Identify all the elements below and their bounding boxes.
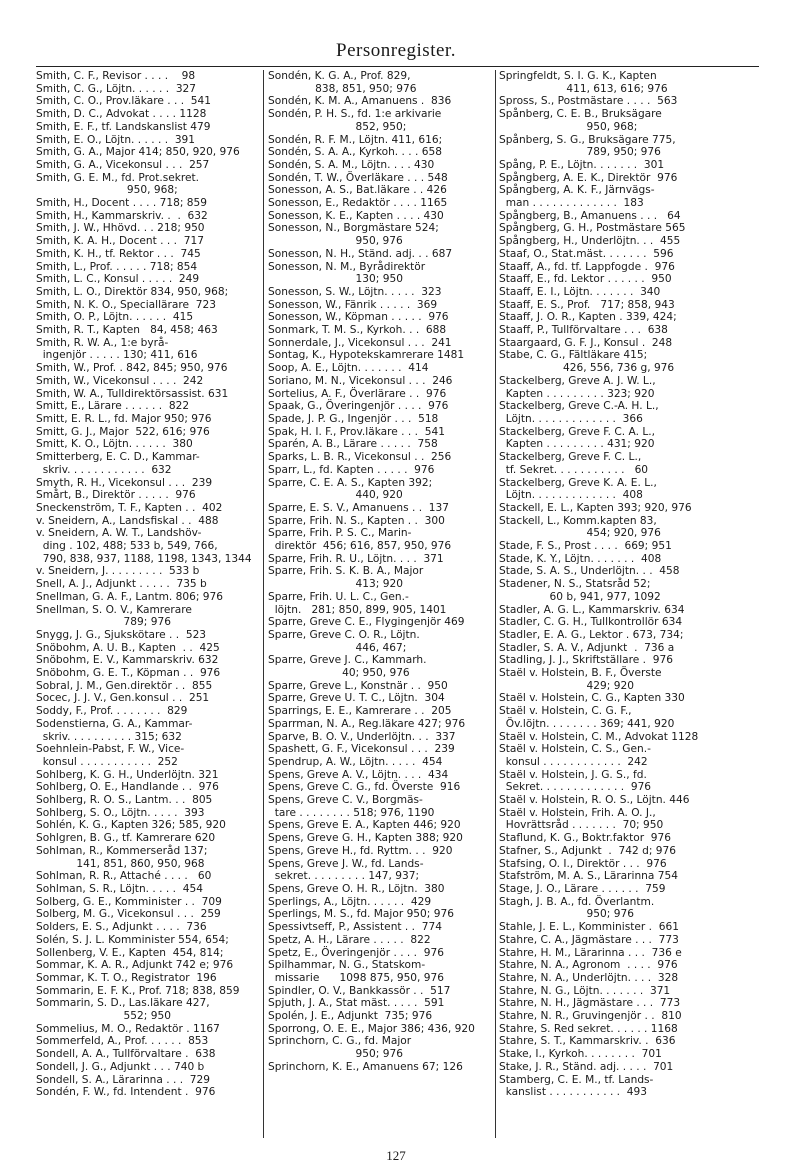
register-entry-line: Staaff, P., Tullförvaltare . . . 638: [499, 324, 668, 337]
register-entry-line: Sondén, P. H. S., fd. 1:e arkivarie: [268, 108, 442, 121]
register-entry-line: Smith, J. W., Hhövd. . . 218; 950: [36, 222, 205, 235]
register-entry-line: Sonesson, K. E., Kapten . . . . 430: [268, 209, 444, 222]
register-entry-line: Smith, O. P., Löjtn. . . . . . 415: [36, 311, 194, 324]
register-entry-line: Snellman, G. A. F., Lantm. 806; 976: [36, 590, 224, 603]
register-entry-line: skriv. . . . . . . . . . . . 632: [36, 463, 172, 476]
register-entry-line: Stahre, H. M., Lärarinna . . . 736 e: [499, 946, 682, 959]
register-entry-line: Sondén, S. A. M., Löjtn. . . . 430: [268, 158, 435, 171]
register-entry-line: Spak, H. I. F., Prov.läkare . . . 541: [268, 425, 445, 438]
register-entry-line: Sodenstierna, G. A., Kammar-: [36, 717, 193, 730]
register-entry-line: Sondell, A. A., Tullförvaltare . 638: [36, 1048, 216, 1061]
register-entry-line: Stahre, S. T., Kammarskriv. . 636: [499, 1035, 676, 1048]
register-entry-line: Sparre, C. E. A. S., Kapten 392;: [268, 476, 433, 489]
register-entry-line: Sparre, Greve C. O. R., Löjtn.: [268, 628, 420, 641]
register-column-1: [36, 70, 262, 1138]
register-entry-line: Staaff, A., fd. tf. Lappfogde . 976: [499, 260, 675, 273]
register-entry-line: Sparre, E. S. V., Amanuens . . 137: [268, 501, 450, 514]
register-entry-line: Smith, D. C., Advokat . . . . 1128: [36, 108, 207, 121]
register-entry-line: Smith, N. K. O., Speciallärare 723: [36, 298, 216, 311]
register-entry-line: Staaff, E. S., Prof. 717; 858, 943: [499, 298, 675, 311]
register-entry-line: Sommarin, S. D., Las.läkare 427,: [36, 997, 210, 1010]
register-entry-line: 950, 968;: [499, 120, 638, 133]
register-entry-line: Spens, Greve A. V., Löjtn. . . . 434: [268, 768, 449, 781]
register-entry-line: Spång, P. E., Löjtn. . . . . . . 301: [499, 158, 665, 171]
register-entry-line: Stagh, J. B. A., fd. Överlantm.: [499, 895, 655, 908]
register-entry-line: Smith, W., Vicekonsul . . . . 242: [36, 374, 204, 387]
register-entry-line: Sonesson, W., Köpman . . . . . 976: [268, 311, 449, 324]
register-entry-line: Sparre, Frih. P. S. C., Marin-: [268, 527, 412, 540]
register-entry-line: Staël v. Holstein, C. S., Gen.-: [499, 743, 651, 756]
register-entry-line: 789, 950; 976: [499, 146, 661, 159]
register-entry-line: direktör 456; 616, 857, 950, 976: [268, 540, 452, 553]
register-entry-line: v. Sneidern, A., Landsfiskal . . 488: [36, 514, 219, 527]
register-entry-line: Springfeldt, S. I. G. K., Kapten: [499, 70, 657, 82]
register-entry-line: Sonesson, A. S., Bat.läkare . . 426: [268, 184, 447, 197]
register-entry-line: Sparre, Frih. S. K. B. A., Major: [268, 565, 424, 578]
register-entry-line: Stackell, L., Komm.kapten 83,: [499, 514, 657, 527]
register-entry-line: Staël v. Holstein, J. G. S., fd.: [499, 768, 647, 781]
register-entry-line: 790, 838, 937, 1188, 1198, 1343, 1344: [36, 552, 252, 565]
register-entry-line: Staaf, O., Stat.mäst. . . . . . . 596: [499, 247, 674, 260]
register-entry-line: Spens, Greve H., fd. Ryttm. . . 920: [268, 844, 453, 857]
register-entry-line: Sneckenström, T. F., Kapten . . 402: [36, 501, 223, 514]
register-entry-line: Stadener, N. S., Statsråd 52;: [499, 578, 651, 591]
register-entry-line: Stake, J. R., Ständ. adj. . . . . 701: [499, 1060, 674, 1073]
register-entry-line: Sohlberg, O. E., Handlande . . 976: [36, 781, 219, 794]
register-entry-line: Sekret. . . . . . . . . . . . . 976: [499, 781, 652, 794]
register-entry-line: Sohlman, R., Kommerseråd 137;: [36, 844, 208, 857]
register-entry-line: Smith, K. A. H., Docent . . . 717: [36, 235, 204, 248]
register-entry-line: Sparks, L. B. R., Vicekonsul . . 256: [268, 451, 452, 464]
register-entry-line: Sondell, S. A., Lärarinna . . . 729: [36, 1073, 211, 1086]
register-entry-line: Spetz, A. H., Lärare . . . . . 822: [268, 933, 431, 946]
register-entry-line: Smith, E. F., tf. Landskanslist 479: [36, 120, 211, 133]
register-entry-line: 40; 950, 976: [268, 667, 410, 680]
register-entry-line: Spångberg, G. H., Postmästare 565: [499, 222, 686, 235]
register-entry-line: Sohlén, K. G., Kapten 326; 585, 920: [36, 819, 226, 832]
register-entry-line: Kapten . . . . . . . . . 431; 920: [499, 438, 655, 451]
register-entry-line: Soehnlein-Pabst, F. W., Vice-: [36, 743, 185, 756]
register-entry-line: Sonnerdale, J., Vicekonsul . . . 241: [268, 336, 452, 349]
register-entry-line: Spens, Greve E. A., Kapten 446; 920: [268, 819, 461, 832]
register-entry-line: Stahre, N. A., Agronom . . . . 976: [499, 959, 678, 972]
register-entry-line: Sonesson, N. H., Ständ. adj. . . 687: [268, 247, 453, 260]
register-entry-line: man . . . . . . . . . . . . . 183: [499, 197, 644, 210]
register-entry-line: Stahre, N. G., Löjtn. . . . . . . 371: [499, 984, 671, 997]
register-entry-line: Stamberg, C. E. M., tf. Lands-: [499, 1073, 654, 1086]
page-number: 127: [386, 1148, 406, 1163]
register-entry-line: Solén, S. J. L. Komminister 554, 654;: [36, 933, 229, 946]
register-entry-line: Sprinchorn, K. E., Amanuens 67; 126: [268, 1060, 463, 1073]
register-entry-line: Staël v. Holstein, B. F., Överste: [499, 667, 662, 680]
register-entry-line: Stackell, E. L., Kapten 393; 920, 976: [499, 501, 692, 514]
register-entry-line: Stahre, N. H., Jägmästare . . . 773: [499, 997, 681, 1010]
register-entry-line: Staflund, K. G., Boktr.faktor 976: [499, 832, 672, 845]
register-entry-line: Stadler, E. A. G., Lektor . 673, 734;: [499, 628, 684, 641]
register-entry-line: Sparén, A. B., Lärare . . . . . 758: [268, 438, 438, 451]
register-entry-line: Spindler, O. V., Bankkassör . . 517: [268, 984, 451, 997]
register-entry-line: Stackelberg, Greve F. C. A. L.,: [499, 425, 655, 438]
register-entry-line: 950; 976: [499, 908, 634, 921]
register-entry-line: Stade, K. Y., Löjtn. . . . . . . 408: [499, 552, 662, 565]
register-entry-line: Hovrättsråd . . . . . . . 70; 950: [499, 819, 664, 832]
register-entry-line: Löjtn. . . . . . . . . . . . . 366: [499, 412, 643, 425]
register-entry-line: Sperlings, M. S., fd. Major 950; 976: [268, 908, 454, 921]
register-entry-line: Spånberg, C. E. B., Bruksägare: [499, 108, 662, 121]
page-title: Personregister.: [336, 40, 456, 61]
register-entry-line: Sparrman, N. A., Reg.läkare 427; 976: [268, 717, 466, 730]
register-entry-line: Sparre, Greve U. T. C., Löjtn. 304: [268, 692, 445, 705]
register-entry-line: Stackelberg, Greve K. A. E. L.,: [499, 476, 657, 489]
register-entry-line: v. Sneidern, J. . . . . . . . . 533 b: [36, 565, 200, 578]
register-entry-line: Soriano, M. N., Vicekonsul . . . 246: [268, 374, 453, 387]
register-entry-line: Stackelberg, Greve C.-A. H. L.,: [499, 400, 659, 413]
register-entry-line: Solders, E. S., Adjunkt . . . . 736: [36, 921, 207, 934]
register-entry-line: sekret. . . . . . . . . 147, 937;: [268, 870, 420, 883]
register-entry-line: Sparre, Frih. U. L. C., Gen.-: [268, 590, 409, 603]
register-entry-line: Smith, G. A., Major 414; 850, 920, 976: [36, 146, 240, 159]
register-entry-line: Sohlman, R. R., Attaché . . . . 60: [36, 870, 212, 883]
register-entry-line: Stahre, S. Red sekret. . . . . . 1168: [499, 1022, 678, 1035]
register-entry-line: Stage, J. O., Lärare . . . . . . 759: [499, 883, 666, 895]
register-entry-line: Solberg, G. E., Komminister . . 709: [36, 895, 222, 908]
register-entry-line: Stafström, M. A. S., Lärarinna 754: [499, 870, 678, 883]
register-entry-line: Öv.löjtn. . . . . . . . 369; 441, 920: [499, 717, 675, 730]
register-entry-line: Spens, Greve O. H. R., Löjtn. 380: [268, 883, 445, 895]
register-entry-line: Smitt, G. J., Major 522, 616; 976: [36, 425, 210, 438]
register-entry-line: Sollenberg, V. E., Kapten 454, 814;: [36, 946, 224, 959]
register-entry-line: Sohlberg, S. O., Löjtn. . . . . 393: [36, 806, 205, 819]
register-entry-line: 852, 950;: [268, 120, 407, 133]
register-entry-line: Stake, I., Kyrkoh. . . . . . . . 701: [499, 1048, 662, 1061]
register-entry-line: Stahre, N. A., Underlöjtn. . . . 328: [499, 971, 679, 984]
register-entry-line: Spångberg, A. K. F., Järnvägs-: [499, 184, 655, 197]
register-entry-line: 141, 851, 860, 950, 968: [36, 857, 205, 870]
register-entry-line: Sommerfeld, A., Prof. . . . . . 853: [36, 1035, 209, 1048]
register-entry-line: Stadler, C. G. H., Tullkontrollör 634: [499, 616, 683, 629]
register-entry-line: 838, 851, 950; 976: [268, 82, 417, 95]
register-entry-line: Sondell, J. G., Adjunkt . . . 740 b: [36, 1060, 205, 1073]
register-entry-line: Spashett, G. F., Vicekonsul . . . 239: [268, 743, 455, 756]
register-entry-line: Sonesson, N. M., Byrådirektör: [268, 260, 426, 273]
register-entry-line: 552; 950: [36, 1010, 171, 1023]
register-entry-line: Stafsing, O. I., Direktör . . . 976: [499, 857, 667, 870]
register-entry-line: Soop, A. E., Löjtn. . . . . . . 414: [268, 362, 429, 375]
register-entry-line: Smith, C. F., Revisor . . . . 98: [36, 70, 196, 82]
register-entry-line: Sobral, J. M., Gen.direktör . . 855: [36, 679, 213, 692]
register-entry-line: Smitt, E., Lärare . . . . . . 822: [36, 400, 190, 413]
register-entry-line: Smith, C. G., Löjtn. . . . . . 327: [36, 82, 197, 95]
register-entry-line: Sondén, T. W., Överläkare . . . 548: [268, 171, 448, 184]
register-entry-line: Sparr, L., fd. Kapten . . . . . 976: [268, 463, 435, 476]
register-entry-line: Smith, W., Prof. . 842, 845; 950, 976: [36, 362, 228, 375]
register-entry-line: Smyth, R. H., Vicekonsul . . . 239: [36, 476, 213, 489]
register-entry-line: Stade, F. S., Prost . . . . 669; 951: [499, 540, 672, 553]
register-entry-line: Sommar, K. T. O., Registrator 196: [36, 971, 217, 984]
register-entry-line: ingenjör . . . . . 130; 411, 616: [36, 349, 198, 362]
register-entry-line: Snöbohm, G. E. T., Köpman . . 976: [36, 667, 221, 680]
register-entry-line: Sondén, K. G. A., Prof. 829,: [268, 70, 411, 82]
register-entry-line: Kapten . . . . . . . . . 323; 920: [499, 387, 655, 400]
register-entry-line: Spens, Greve J. W., fd. Lands-: [268, 857, 424, 870]
register-entry-line: konsul . . . . . . . . . . . 252: [36, 755, 178, 768]
register-entry-line: Socec, J. J. V., Gen.konsul . . 251: [36, 692, 210, 705]
register-entry-line: Spessivtseff, P., Assistent . . 774: [268, 921, 442, 934]
register-entry-line: Smith, G. A., Vicekonsul . . . 257: [36, 158, 210, 171]
register-entry-line: Sonesson, E., Redaktör . . . . 1165: [268, 197, 448, 210]
register-entry-line: Snöbohm, E. V., Kammarskriv. 632: [36, 654, 219, 667]
register-entry-line: Sommelius, M. O., Redaktör . 1167: [36, 1022, 220, 1035]
register-entry-line: Smith, G. E. M., fd. Prot.sekret.: [36, 171, 200, 184]
register-entry-line: skriv. . . . . . . . . . 315; 632: [36, 730, 182, 743]
register-entry-line: Sommar, K. A. R., Adjunkt 742 e; 976: [36, 959, 234, 972]
register-entry-line: Staaff, E. I., Löjtn. . . . . . . 340: [499, 285, 661, 298]
register-entry-line: Sonmark, T. M. S., Kyrkoh. . . 688: [268, 324, 447, 337]
register-entry-line: Staaff, J. O. R., Kapten . 339, 424;: [499, 311, 677, 324]
register-entry-line: Smith, L. C., Konsul . . . . . 249: [36, 273, 200, 286]
register-entry-line: Sohlberg, K. G. H., Underlöjtn. 321: [36, 768, 219, 781]
register-entry-line: Spjuth, J. A., Stat mäst. . . . . 591: [268, 997, 445, 1010]
register-entry-line: Smith, H., Docent . . . . 718; 859: [36, 197, 208, 210]
register-entry-line: Stadling, J. J., Skriftställare . 976: [499, 654, 673, 667]
register-entry-line: Smitt, E. R. L., fd. Major 950; 976: [36, 412, 212, 425]
register-entry-line: Stahle, J. E. L., Komminister . 661: [499, 921, 679, 934]
register-entry-line: 440, 920: [268, 489, 403, 502]
register-entry-line: Spilhammar, N. G., Statskom-: [268, 959, 426, 972]
register-entry-line: 426, 556, 736 g, 976: [499, 362, 675, 375]
register-entry-line: Spaak, G., Överingenjör . . . . 976: [268, 400, 449, 413]
register-entry-line: Spens, Greve C. G., fd. Överste 916: [268, 781, 461, 794]
register-entry-line: Soddy, F., Prof. . . . . . . . 829: [36, 705, 188, 718]
register-entry-line: Sparve, B. O. V., Underlöjtn. . . 337: [268, 730, 456, 743]
register-entry-line: 429; 920: [499, 679, 634, 692]
register-entry-line: Spendrup, A. W., Löjtn. . . . . 454: [268, 755, 443, 768]
column-divider: [263, 70, 264, 1138]
register-entry-line: Sonesson, S. W., Löjtn. . . . . 323: [268, 285, 442, 298]
register-entry-line: Spens, Greve C. V., Borgmäs-: [268, 794, 423, 807]
register-entry-line: Sontag, K., Hypotekskamrerare 1481: [268, 349, 465, 362]
register-entry-line: Stahre, C. A., Jägmästare . . . 773: [499, 933, 679, 946]
register-entry-line: Spens, Greve G. H., Kapten 388; 920: [268, 832, 463, 845]
register-entry-line: Snöbohm, A. U. B., Kapten . . 425: [36, 641, 220, 654]
register-entry-line: 454; 920, 976: [499, 527, 661, 540]
register-entry-line: 60 b, 941, 977, 1092: [499, 590, 661, 603]
register-entry-line: Staaff, E., fd. Lektor . . . . . . 950: [499, 273, 672, 286]
register-column-2: [268, 70, 493, 1138]
register-entry-line: v. Sneidern, A. W. T., Landshöv-: [36, 527, 202, 540]
register-entry-line: 446, 467;: [268, 641, 407, 654]
register-entry-line: Sohlgren, B. G., tf. Kamrerare 620: [36, 832, 216, 845]
register-entry-line: Smitterberg, E. C. D., Kammar-: [36, 451, 200, 464]
register-entry-line: Smith, L. O., Direktör 834, 950, 968;: [36, 285, 229, 298]
register-entry-line: 411, 613, 616; 976: [499, 82, 668, 95]
register-entry-line: Smith, W. A., Tulldirektörsassist. 631: [36, 387, 229, 400]
register-entry-line: Sondén, R. F. M., Löjtn. 411, 616;: [268, 133, 443, 146]
register-entry-line: 950; 976: [268, 1048, 403, 1061]
register-entry-line: Staël v. Holstein, Frih. A. O. J.,: [499, 806, 656, 819]
register-column-3: [499, 70, 759, 1138]
register-entry-line: Sparre, Greve C. E., Flygingenjör 469: [268, 616, 465, 629]
register-entry-line: Smith, K. H., tf. Rektor . . . 745: [36, 247, 201, 260]
register-entry-line: Sohlberg, R. O. S., Lantm. . . 805: [36, 794, 213, 807]
register-entry-line: Löjtn. . . . . . . . . . . . . 408: [499, 489, 643, 502]
register-entry-line: Sperlings, A., Löjtn. . . . . . 429: [268, 895, 432, 908]
register-entry-line: löjtn. 281; 850, 899, 905, 1401: [268, 603, 447, 616]
register-entry-line: Staargaard, G. F. J., Konsul . 248: [499, 336, 673, 349]
register-entry-line: Stackelberg, Greve F. C. L.,: [499, 451, 642, 464]
register-entry-line: missarie 1098 875, 950, 976: [268, 971, 445, 984]
register-entry-line: Spolén, J. E., Adjunkt 735; 976: [268, 1010, 433, 1023]
register-entry-line: Sondén, K. M. A., Amanuens . 836: [268, 95, 452, 108]
register-entry-line: Stade, S. A. S., Underlöjtn. . . 458: [499, 565, 680, 578]
register-entry-line: Smith, E. O., Löjtn. . . . . . 391: [36, 133, 196, 146]
register-entry-line: Staël v. Holstein, R. O. S., Löjtn. 446: [499, 794, 690, 807]
register-entry-line: Staël v. Holstein, C. M., Advokat 1128: [499, 730, 699, 743]
register-entry-line: 950, 976: [268, 235, 403, 248]
register-entry-line: tare . . . . . . . . 518; 976, 1190: [268, 806, 435, 819]
register-entry-line: Sondén, S. A. A., Kyrkoh. . . . 658: [268, 146, 442, 159]
register-entry-line: Sommarin, E. F. K., Prof. 718; 838, 859: [36, 984, 240, 997]
register-entry-line: Sparre, Frih. N. S., Kapten . . 300: [268, 514, 445, 527]
register-entry-line: Sparre, Greve L., Konstnär . . 950: [268, 679, 448, 692]
register-entry-line: Spade, J. P. G., Ingenjör . . . 518: [268, 412, 439, 425]
register-entry-line: Sohlman, S. R., Löjtn. . . . . 454: [36, 883, 203, 895]
register-entry-line: Smith, H., Kammarskriv. . . 632: [36, 209, 208, 222]
register-entry-line: Smith, L., Prof. . . . . . 718; 854: [36, 260, 198, 273]
register-entry-line: Stackelberg, Greve A. J. W. L.,: [499, 374, 656, 387]
register-entry-line: Smitt, K. O., Löjtn. . . . . . 380: [36, 438, 193, 451]
header-rule: [36, 66, 759, 67]
register-entry-line: Spångberg, H., Underlöjtn. . . 455: [499, 235, 681, 248]
register-entry-line: Staël v. Holstein, C. G. F.,: [499, 705, 632, 718]
register-entry-line: Smith, R. W. A., 1:e byrå-: [36, 336, 169, 349]
register-entry-line: Spross, S., Postmästare . . . . 563: [499, 95, 678, 108]
column-divider: [495, 70, 496, 1138]
register-entry-line: Snell, A. J., Adjunkt . . . . . 735 b: [36, 578, 207, 591]
register-entry-line: ding . 102, 488; 533 b, 549, 766,: [36, 540, 218, 553]
register-entry-line: 130; 950: [268, 273, 403, 286]
register-entry-line: Stadler, A. G. L., Kammarskriv. 634: [499, 603, 685, 616]
register-entry-line: Spånberg, S. G., Bruksägare 775,: [499, 133, 676, 146]
register-entry-line: tf. Sekret. . . . . . . . . . . 60: [499, 463, 649, 476]
register-entry-line: kanslist . . . . . . . . . . . 493: [499, 1086, 648, 1099]
register-entry-line: konsul . . . . . . . . . . . . 242: [499, 755, 648, 768]
register-entry-line: Sprinchorn, C. G., fd. Major: [268, 1035, 412, 1048]
register-entry-line: Smårt, B., Direktör . . . . . 976: [36, 489, 196, 502]
register-entry-line: Sparrings, E. E., Kamrerare . . 205: [268, 705, 452, 718]
register-entry-line: Sondén, F. W., fd. Intendent . 976: [36, 1086, 216, 1099]
register-entry-line: Solberg, M. G., Vicekonsul . . . 259: [36, 908, 221, 921]
register-entry-line: Staël v. Holstein, C. G., Kapten 330: [499, 692, 685, 705]
register-entry-line: Sporrong, O. E. E., Major 386; 436, 920: [268, 1022, 475, 1035]
register-entry-line: Spångberg, A. E. K., Direktör 976: [499, 171, 678, 184]
register-entry-line: Sonesson, N., Borgmästare 524;: [268, 222, 439, 235]
register-entry-line: Sonesson, W., Fänrik . . . . . 369: [268, 298, 438, 311]
register-entry-line: Stadler, S. A. V., Adjunkt . 736 a: [499, 641, 675, 654]
register-entry-line: 413; 920: [268, 578, 403, 591]
register-entry-line: Stahre, N. R., Gruvingenjör . . 810: [499, 1010, 682, 1023]
register-entry-line: Snellman, S. O. V., Kamrerare: [36, 603, 192, 616]
register-entry-line: Sortelius, A. F., Överlärare . . 976: [268, 387, 447, 400]
register-entry-line: Stafner, S., Adjunkt . 742 d; 976: [499, 844, 677, 857]
register-entry-line: Sparre, Frih. R. U., Löjtn. . . . 371: [268, 552, 444, 565]
register-entry-line: 950, 968;: [36, 184, 178, 197]
register-entry-line: 789; 976: [36, 616, 171, 629]
register-entry-line: Smith, C. O., Prov.läkare . . . 541: [36, 95, 212, 108]
register-entry-line: Spetz, E., Överingenjör . . . . 976: [268, 946, 444, 959]
register-entry-line: Stabe, C. G., Fältläkare 415;: [499, 349, 648, 362]
register-entry-line: Snygg, J. G., Sjukskötare . . 523: [36, 628, 207, 641]
register-entry-line: Spångberg, B., Amanuens . . . 64: [499, 209, 681, 222]
register-entry-line: Sparre, Greve J. C., Kammarh.: [268, 654, 427, 667]
register-entry-line: Smith, R. T., Kapten 84, 458; 463: [36, 324, 218, 337]
